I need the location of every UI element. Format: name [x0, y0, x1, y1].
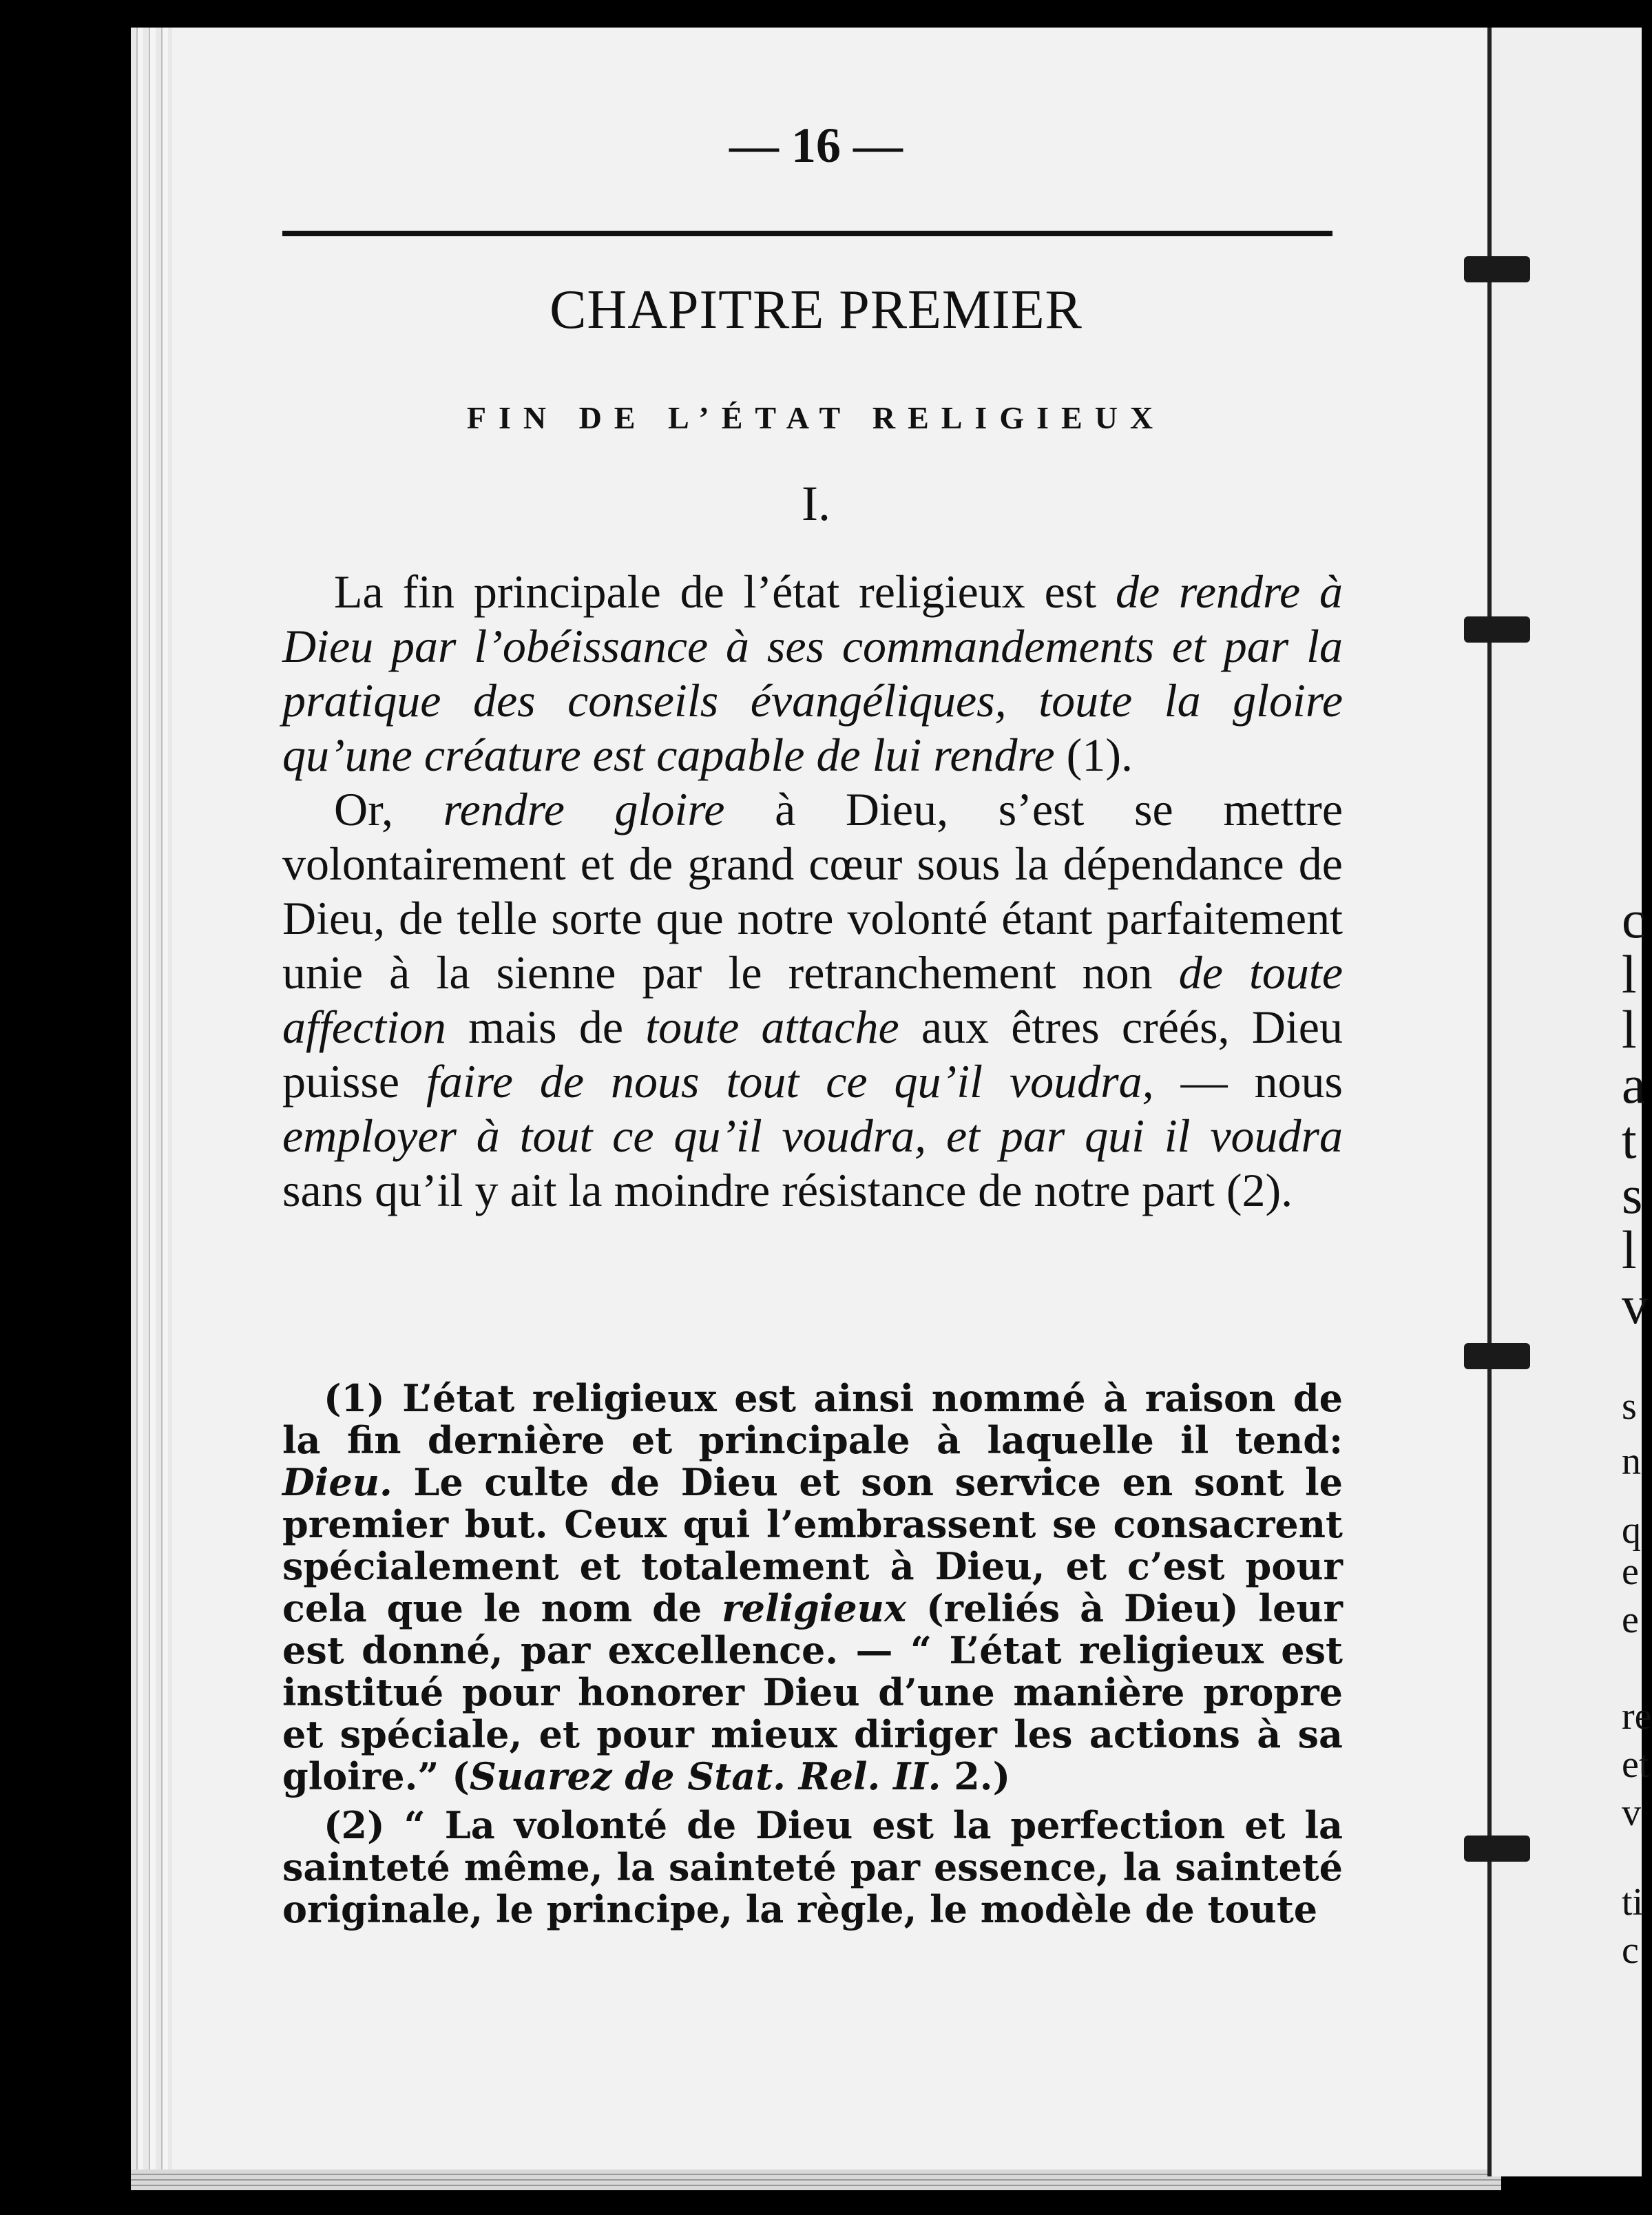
main-text: [282, 565, 1343, 1218]
facing-page-letter: e: [1622, 1599, 1639, 1641]
binding-stitch: [1464, 1836, 1530, 1862]
chapter-title: CHAPITRE PREMIER: [550, 280, 1083, 340]
binding-stitch: [1464, 616, 1530, 643]
facing-page-letter: l: [1622, 999, 1637, 1059]
facing-page-letter: l: [1622, 1220, 1637, 1280]
facing-page-letter: e: [1622, 1550, 1639, 1593]
facing-page-letter: a: [1622, 1054, 1646, 1114]
footnotes: [282, 1377, 1343, 1937]
facing-page-letter: n: [1622, 1440, 1641, 1483]
facing-page-letter: c: [1622, 889, 1646, 949]
paragraph: La fin principale de l’état religieux est de rendre à Dieu par l’obéissance à ses commandements et par la pratique des conseils évangéliques, toute la gloire qu’une créature est capable de lui rendre (1).: [282, 565, 1343, 781]
binding-stitch: [1464, 256, 1530, 282]
facing-page-letter: t: [1622, 1110, 1637, 1169]
facing-page-letter: l: [1622, 944, 1637, 1004]
footnote: (2) “ La volonté de Dieu est la perfection et la sainteté même, la sainteté par essence, la sainteté originale, le principe, la règle, le modèle de toute: [282, 1803, 1343, 1931]
facing-page-letter: c: [1622, 1929, 1639, 1972]
facing-page-letter: s: [1622, 1385, 1637, 1428]
page-bottom-edge: [131, 2170, 1501, 2190]
paragraph: Or, rendre gloire à Dieu, s’est se mettre volontairement et de grand cœur sous la dépendance de Dieu, de telle sorte que notre volonté étant parfaitement unie à la sienne par le retranchement non de toute affection mais de toute attache aux êtres créés, Dieu puisse faire de nous tout ce qu’il voudra, — nous employer à tout ce qu’il voudra, et par qui il voudra sans qu’il y ait la moindre résistance de notre part (2).: [282, 783, 1343, 1216]
page-number: — 16 —: [729, 118, 903, 173]
chapter-subtitle: FIN DE L’ÉTAT RELIGIEUX: [466, 400, 1166, 435]
binding-stitch: [1464, 1343, 1530, 1369]
page-edges: [131, 28, 172, 2176]
facing-page-letter: re: [1622, 1695, 1652, 1738]
facing-page-letter: s: [1622, 1165, 1643, 1225]
footnote: (1) L’état religieux est ainsi nommé à raison de la fin dernière et principale à laquelle il tend: Dieu. Le culte de Dieu et son service en sont le premier but. Ceux qui l’embrassent se consacrent spécialement et totalement à Dieu, et c’est pour cela que le nom de religieux (reliés à Dieu) leur est donné, par excellence. — “ L’état religieux est institué pour honorer Dieu d’une manière propre et spéciale, et pour mieux diriger les actions à sa gloire.” (Suarez de Stat. Rel. II. 2.): [282, 1376, 1343, 1798]
section-number: I.: [802, 476, 830, 531]
facing-page-letter: q: [1622, 1509, 1641, 1552]
facing-page-letter: v: [1622, 1791, 1641, 1834]
header-rule: [282, 231, 1332, 236]
facing-page-letter: et: [1622, 1743, 1650, 1786]
facing-page-letter: ti: [1622, 1881, 1644, 1924]
facing-page-letter: v: [1622, 1275, 1649, 1335]
